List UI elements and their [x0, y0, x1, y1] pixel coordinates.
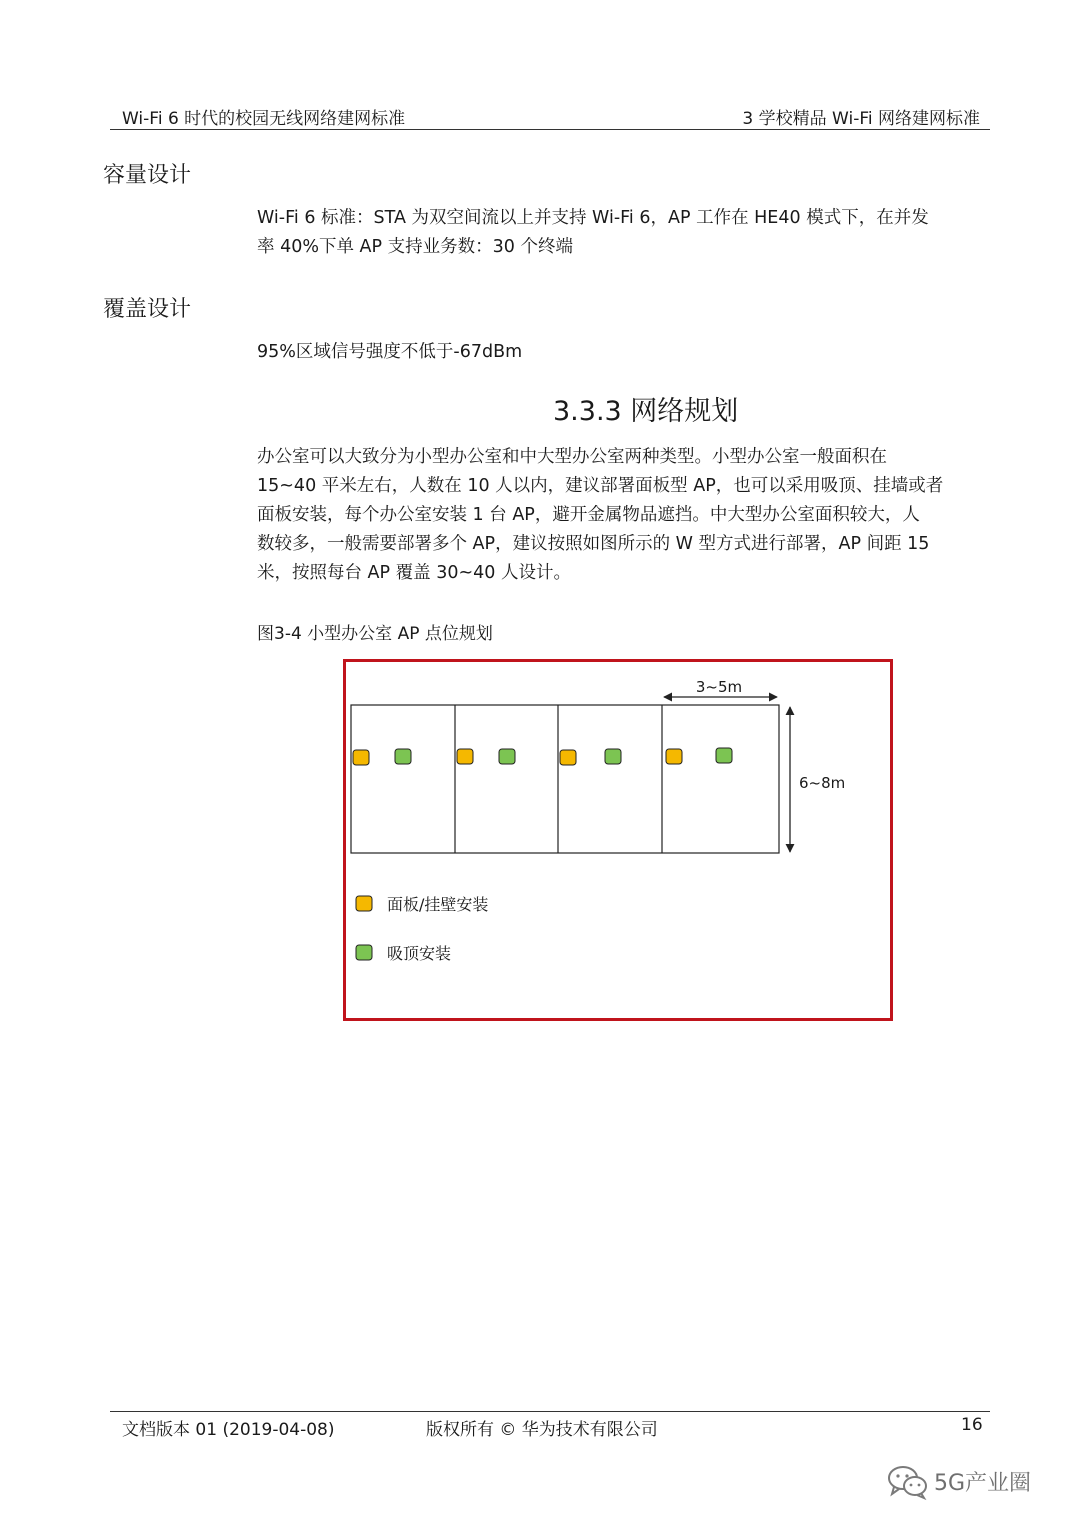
section-title-coverage: 覆盖设计	[103, 297, 192, 322]
paragraph-line: 率 40%下单 AP 支持业务数：30 个终端	[257, 237, 573, 257]
header-doc-title: Wi-Fi 6 时代的校园无线网络建网标准	[122, 109, 406, 129]
footer-divider	[110, 1411, 990, 1412]
paragraph-planning	[257, 443, 982, 588]
ap-ceiling-marker	[716, 748, 732, 763]
paragraph-line: 办公室可以大致分为小型办公室和中大型办公室两种类型。小型办公室一般面积在	[257, 447, 887, 467]
ap-panel-marker	[560, 750, 576, 765]
legend-ceiling-label: 吸顶安装	[387, 944, 452, 963]
paragraph-coverage: 95%区域信号强度不低于-67dBm	[257, 342, 523, 362]
watermark	[886, 1460, 1056, 1504]
legend-panel-label: 面板/挂壁安装	[387, 895, 489, 914]
paragraph-capacity	[257, 204, 982, 262]
figure-caption: 图3-4 小型办公室 AP 点位规划	[257, 624, 493, 644]
ap-panel-marker	[666, 749, 682, 764]
wechat-icon	[886, 1462, 930, 1502]
width-dimension-label: 3~5m	[695, 678, 743, 696]
paragraph-line: 米，按照每台 AP 覆盖 30~40 人设计。	[257, 563, 571, 583]
ap-panel-marker	[457, 749, 473, 764]
heading-network-planning: 3.3.3 网络规划	[553, 396, 739, 427]
footer-copyright: 版权所有 © 华为技术有限公司	[426, 1420, 658, 1440]
footer-page-number: 16	[961, 1415, 983, 1435]
legend-panel-swatch	[356, 896, 372, 911]
paragraph-line: 15~40 平米左右，人数在 10 人以内，建议部署面板型 AP，也可以采用吸顶、挂墙或者	[257, 476, 944, 496]
header-divider	[110, 129, 990, 130]
legend-ceiling-swatch	[356, 945, 372, 960]
office-outline	[351, 705, 779, 853]
watermark-text: 5G产业圈	[934, 1471, 1032, 1496]
figure-frame	[343, 659, 893, 1021]
ap-panel-marker	[353, 750, 369, 765]
paragraph-line: 面板安装，每个办公室安装 1 台 AP，避开金属物品遮挡。中大型办公室面积较大，人	[257, 505, 920, 525]
header-chapter-title: 3 学校精品 Wi-Fi 网络建网标准	[742, 109, 980, 129]
footer-doc-version: 文档版本 01 (2019-04-08)	[122, 1420, 335, 1440]
paragraph-line: Wi-Fi 6 标准：STA 为双空间流以上并支持 Wi-Fi 6，AP 工作在 HE40 模式下，在并发	[257, 208, 929, 228]
ap-ceiling-marker	[395, 749, 411, 764]
ap-ceiling-marker	[605, 749, 621, 764]
paragraph-line: 数较多，一般需要部署多个 AP，建议按照如图所示的 W 型方式进行部署，AP 间距 15	[257, 534, 930, 554]
ap-ceiling-marker	[499, 749, 515, 764]
section-title-capacity: 容量设计	[103, 163, 192, 188]
office-ap-diagram	[346, 662, 890, 1018]
height-dimension-label: 6~8m	[799, 774, 846, 792]
